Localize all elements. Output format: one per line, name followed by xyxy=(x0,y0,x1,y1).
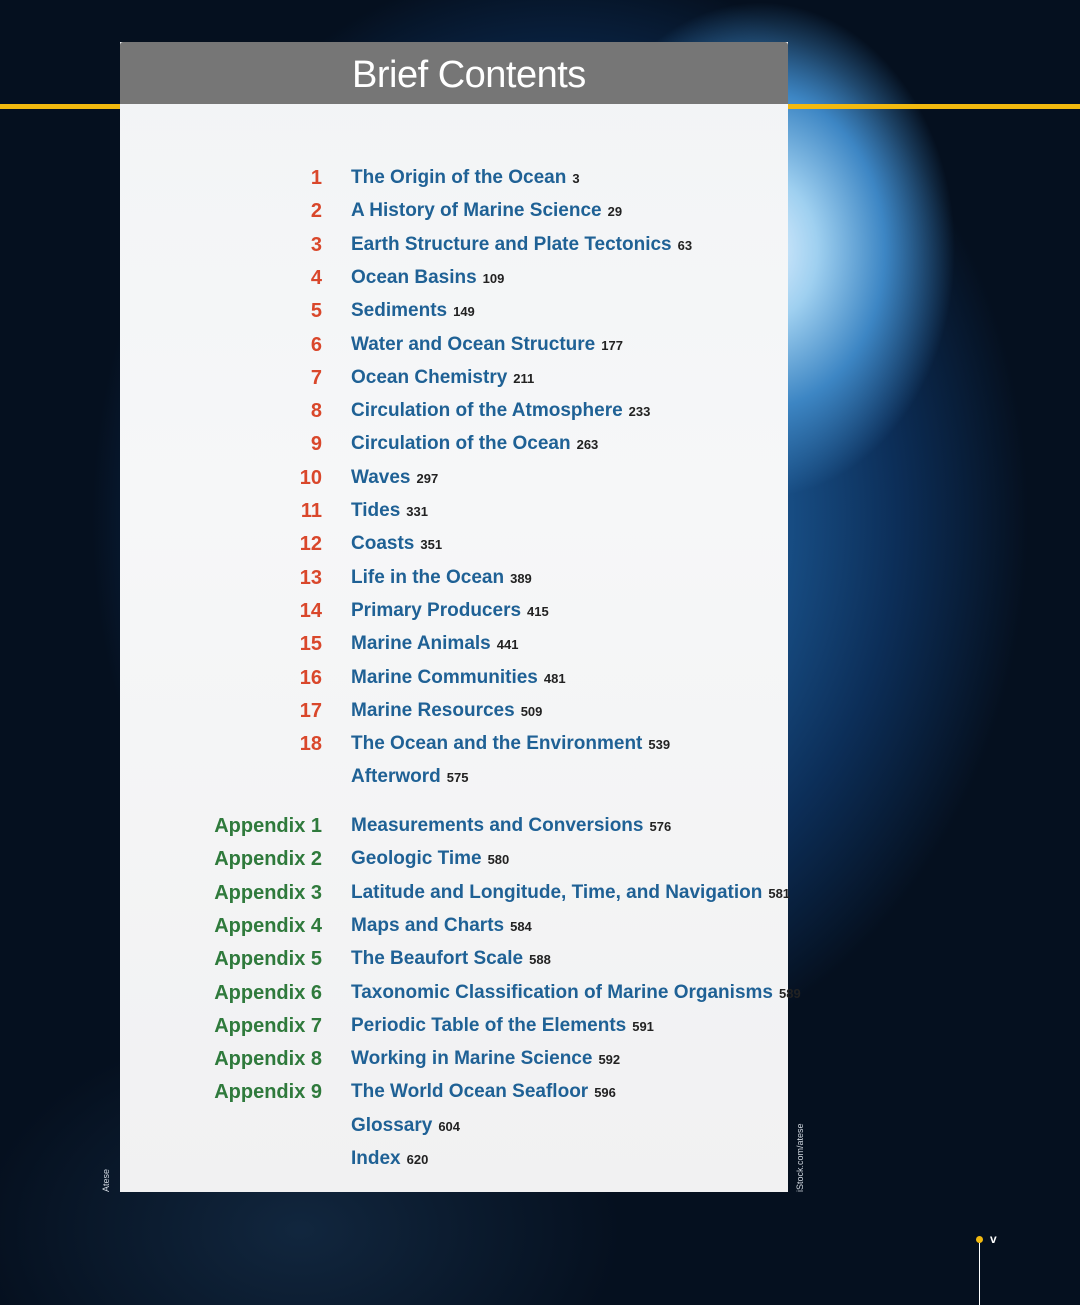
entry-page-number: 331 xyxy=(406,504,428,519)
entry-page-number: 415 xyxy=(527,603,549,619)
entry-title[interactable]: Coasts xyxy=(351,533,415,555)
chapter-number: 17 xyxy=(299,699,322,722)
entry-line xyxy=(351,264,504,293)
entry-line xyxy=(351,231,692,260)
entry-page-number: 580 xyxy=(487,852,510,868)
entry-line xyxy=(351,1012,654,1041)
toc-entry[interactable] xyxy=(120,979,801,1007)
toc-entry[interactable] xyxy=(120,430,788,458)
entry-page-number: 263 xyxy=(576,437,599,453)
photo-credit-left: Atese xyxy=(101,1168,111,1192)
toc-entry[interactable] xyxy=(120,812,788,840)
toc-entry[interactable] xyxy=(120,197,788,225)
page-number: v xyxy=(990,1232,997,1246)
entry-line xyxy=(351,597,549,626)
entry-title[interactable]: Primary Producers xyxy=(351,599,522,621)
toc-entry[interactable] xyxy=(120,1045,788,1073)
entry-title[interactable]: Periodic Table of the Elements xyxy=(351,1014,627,1036)
toc-entry[interactable] xyxy=(120,164,788,192)
appendix-number: Appendix 6 xyxy=(214,981,322,1004)
photo-credit-right: iStock.com/atese xyxy=(795,1123,805,1192)
entry-title[interactable]: Tides xyxy=(351,500,401,521)
entry-line xyxy=(351,979,801,1008)
toc-entry[interactable] xyxy=(120,497,788,525)
entry-page-number: 591 xyxy=(632,1018,654,1034)
entry-line xyxy=(351,1045,620,1074)
entry-title[interactable]: Earth Structure and Plate Tectonics xyxy=(351,233,672,255)
entry-page-number: 297 xyxy=(416,470,439,486)
entry-title[interactable]: Life in the Ocean xyxy=(351,566,505,588)
entry-title[interactable]: A History of Marine Science xyxy=(351,200,602,222)
entry-page-number: 63 xyxy=(677,237,693,253)
toc-entry[interactable] xyxy=(120,597,788,625)
entry-page-number: 581 xyxy=(768,885,791,901)
folio-dot xyxy=(976,1236,983,1243)
entry-page-number: 481 xyxy=(543,670,566,686)
chapter-number: 5 xyxy=(310,300,322,323)
appendix-number: Appendix 7 xyxy=(214,1014,322,1037)
entry-title[interactable]: Index xyxy=(351,1148,401,1169)
chapter-number: 3 xyxy=(310,233,322,256)
entry-line xyxy=(351,912,532,941)
chapter-number: 4 xyxy=(310,266,322,289)
entry-line xyxy=(351,730,670,759)
entry-line xyxy=(351,464,438,493)
toc-entry[interactable] xyxy=(120,1145,788,1173)
toc-entry[interactable] xyxy=(120,845,788,873)
toc-entry[interactable] xyxy=(120,1112,788,1140)
entry-title[interactable]: Marine Animals xyxy=(351,633,491,655)
entry-page-number: 389 xyxy=(510,570,532,586)
entry-title[interactable]: The Beaufort Scale xyxy=(351,948,524,970)
page-title: Brief Contents xyxy=(352,54,586,96)
entry-page-number: 576 xyxy=(649,819,672,834)
entry-page-number: 620 xyxy=(406,1152,429,1167)
entry-page-number: 3 xyxy=(572,171,580,186)
entry-line xyxy=(351,664,566,693)
chapter-number: 16 xyxy=(299,666,322,689)
entry-line xyxy=(351,1078,616,1107)
chapter-number: 9 xyxy=(310,433,322,456)
entry-title[interactable]: The World Ocean Seafloor xyxy=(351,1081,589,1103)
chapter-number: 13 xyxy=(299,566,322,589)
entry-line xyxy=(351,497,428,526)
chapter-number: 7 xyxy=(310,366,322,389)
entry-line xyxy=(351,845,509,874)
entry-page-number: 604 xyxy=(438,1118,461,1134)
entry-page-number: 149 xyxy=(453,304,475,320)
entry-title[interactable]: Measurements and Conversions xyxy=(351,815,644,836)
toc-entry[interactable] xyxy=(120,231,788,259)
entry-page-number: 509 xyxy=(520,703,543,719)
appendix-number: Appendix 2 xyxy=(214,848,322,871)
entry-line xyxy=(351,331,623,360)
entry-line xyxy=(351,812,671,841)
entry-line xyxy=(351,164,580,193)
toc-entry[interactable] xyxy=(120,1078,788,1106)
entry-page-number: 177 xyxy=(601,337,623,353)
toc-entry[interactable] xyxy=(120,697,788,725)
entry-title[interactable]: Taxonomic Classification of Marine Organisms xyxy=(351,981,773,1003)
appendix-number: Appendix 1 xyxy=(214,815,322,837)
entry-page-number: 441 xyxy=(496,637,519,653)
entry-line xyxy=(351,879,790,908)
entry-title[interactable]: Water and Ocean Structure xyxy=(351,333,596,355)
chapter-number: 2 xyxy=(310,200,322,223)
appendix-number: Appendix 9 xyxy=(214,1081,322,1104)
entry-title[interactable]: Afterword xyxy=(351,766,441,788)
entry-page-number: 596 xyxy=(594,1085,616,1101)
toc-entry[interactable] xyxy=(120,264,788,292)
entry-title[interactable]: The Origin of the Ocean xyxy=(351,167,567,188)
entry-line xyxy=(351,397,650,426)
folio-rule xyxy=(979,1243,980,1305)
entry-line xyxy=(351,364,534,393)
entry-title[interactable]: Maps and Charts xyxy=(351,914,505,936)
entry-line xyxy=(351,530,442,559)
entry-line xyxy=(351,197,622,226)
toc-entry[interactable] xyxy=(120,630,788,658)
entry-title[interactable]: Glossary xyxy=(351,1114,433,1136)
appendix-number: Appendix 4 xyxy=(214,914,322,937)
chapter-number: 15 xyxy=(299,633,322,656)
entry-title[interactable]: Ocean Chemistry xyxy=(351,366,508,388)
entry-title[interactable]: Sediments xyxy=(351,300,448,322)
chapter-number: 14 xyxy=(299,599,322,622)
toc-entry[interactable] xyxy=(120,464,788,492)
entry-page-number: 589 xyxy=(778,985,801,1001)
entry-page-number: 539 xyxy=(648,737,671,753)
entry-title[interactable]: Marine Communities xyxy=(351,666,538,688)
chapter-number: 1 xyxy=(310,167,322,189)
appendix-number: Appendix 8 xyxy=(214,1048,322,1071)
toc-entry[interactable] xyxy=(120,763,788,791)
entry-line xyxy=(351,630,518,659)
chapter-number: 10 xyxy=(299,466,322,489)
toc-entry[interactable] xyxy=(120,364,788,392)
entry-title[interactable]: Circulation of the Ocean xyxy=(351,433,571,455)
toc-entry[interactable] xyxy=(120,297,788,325)
entry-page-number: 575 xyxy=(446,770,469,786)
toc-entry[interactable] xyxy=(120,397,788,425)
toc-entry[interactable] xyxy=(120,564,788,592)
entry-page-number: 592 xyxy=(598,1052,621,1068)
entry-title[interactable]: The Ocean and the Environment xyxy=(351,733,643,755)
chapter-number: 11 xyxy=(300,500,322,522)
entry-title[interactable]: Latitude and Longitude, Time, and Navigation xyxy=(351,881,763,903)
entry-page-number: 588 xyxy=(529,952,551,968)
chapter-number: 6 xyxy=(310,333,322,356)
entry-line xyxy=(351,945,551,974)
entry-title[interactable]: Circulation of the Atmosphere xyxy=(351,400,623,422)
entry-page-number: 29 xyxy=(607,204,623,220)
toc-entry[interactable] xyxy=(120,530,788,558)
entry-line xyxy=(351,697,542,726)
entry-line xyxy=(351,430,598,459)
entry-title[interactable]: Ocean Basins xyxy=(351,266,477,288)
entry-line xyxy=(351,1112,460,1141)
entry-line xyxy=(351,297,475,326)
entry-page-number: 109 xyxy=(482,270,505,286)
entry-page-number: 233 xyxy=(628,404,651,420)
toc-entry[interactable] xyxy=(120,331,788,359)
toc-entry[interactable] xyxy=(120,912,788,940)
toc-entry[interactable] xyxy=(120,664,788,692)
appendix-number: Appendix 3 xyxy=(214,881,322,904)
entry-title[interactable]: Waves xyxy=(351,466,411,488)
chapter-number: 18 xyxy=(299,733,322,756)
entry-page-number: 211 xyxy=(513,370,535,386)
chapter-number: 12 xyxy=(299,533,322,556)
toc-entry[interactable] xyxy=(120,945,788,973)
entry-title[interactable]: Geologic Time xyxy=(351,848,482,870)
entry-page-number: 584 xyxy=(510,918,532,934)
entry-page-number: 351 xyxy=(420,537,443,553)
entry-title[interactable]: Working in Marine Science xyxy=(351,1048,593,1070)
appendix-number: Appendix 5 xyxy=(214,948,322,971)
entry-title[interactable]: Marine Resources xyxy=(351,699,515,721)
toc-entry[interactable] xyxy=(120,1012,788,1040)
toc-entry[interactable] xyxy=(120,730,788,758)
entry-line xyxy=(351,763,468,792)
entry-line xyxy=(351,1145,428,1174)
chapter-number: 8 xyxy=(310,400,322,423)
entry-line xyxy=(351,564,532,593)
toc-entry[interactable] xyxy=(120,879,791,907)
